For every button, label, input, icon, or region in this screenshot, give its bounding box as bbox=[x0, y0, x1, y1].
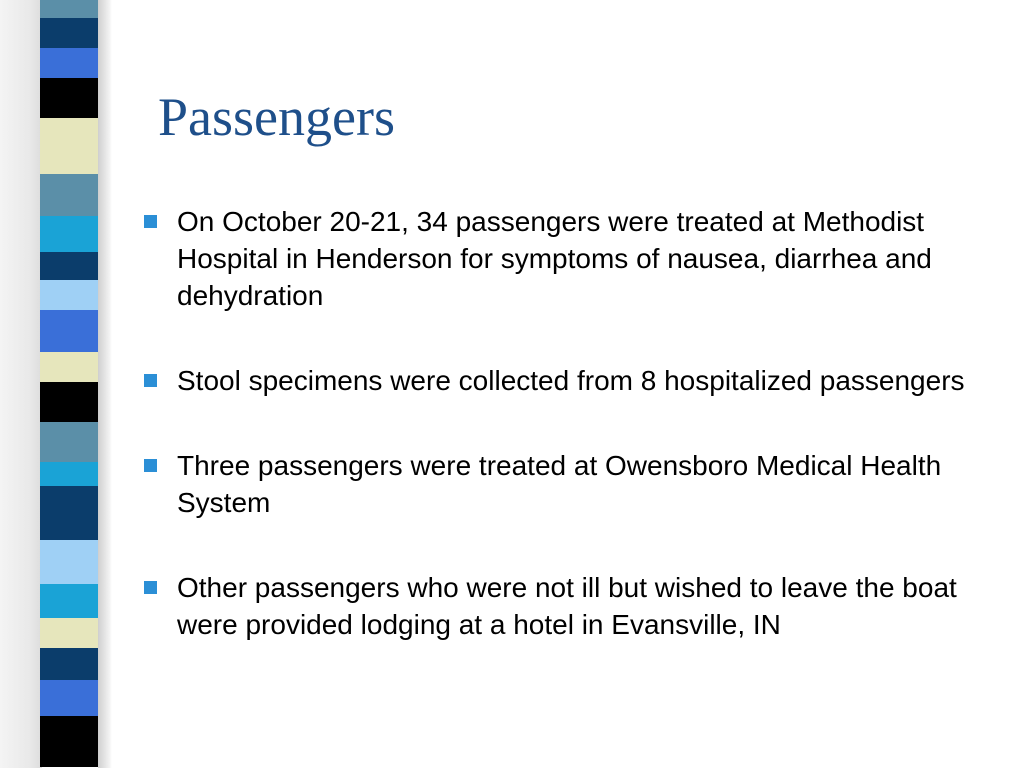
stripe-segment bbox=[40, 280, 98, 310]
bullet-text: On October 20-21, 34 passengers were treated at Methodist Hospital in Henderson for symptoms of nausea, diarrhea and dehydration bbox=[177, 206, 932, 311]
bullet-item bbox=[140, 362, 980, 399]
stripe-drop-shadow bbox=[98, 0, 112, 768]
stripe-segment bbox=[40, 540, 98, 584]
stripe-segment bbox=[40, 716, 98, 767]
stripe-segment bbox=[40, 382, 98, 422]
slide-title: Passengers bbox=[158, 87, 395, 147]
stripe-segment bbox=[40, 174, 98, 216]
stripe-segment bbox=[40, 18, 98, 48]
stripe-segment bbox=[40, 512, 98, 540]
stripe-segment bbox=[40, 422, 98, 462]
square-bullet-icon bbox=[144, 374, 157, 387]
bullet-list bbox=[140, 203, 980, 691]
stripe-segment bbox=[40, 78, 98, 118]
bullet-item bbox=[140, 569, 980, 643]
decorative-stripe-bar bbox=[40, 0, 98, 768]
bullet-text: Stool specimens were collected from 8 hospitalized passengers bbox=[177, 365, 965, 396]
stripe-segment bbox=[40, 118, 98, 142]
stripe-segment bbox=[40, 142, 98, 174]
stripe-segment bbox=[40, 462, 98, 486]
square-bullet-icon bbox=[144, 459, 157, 472]
stripe-segment bbox=[40, 618, 98, 648]
stripe-segment bbox=[40, 680, 98, 716]
stripe-segment bbox=[40, 252, 98, 280]
bullet-item bbox=[140, 203, 980, 314]
stripe-segment bbox=[40, 352, 98, 382]
bullet-text: Three passengers were treated at Owensboro Medical Health System bbox=[177, 450, 942, 518]
bullet-item bbox=[140, 447, 980, 521]
stripe-segment bbox=[40, 0, 98, 18]
square-bullet-icon bbox=[144, 215, 157, 228]
left-margin-shadow bbox=[0, 0, 42, 768]
stripe-segment bbox=[40, 310, 98, 352]
square-bullet-icon bbox=[144, 581, 157, 594]
stripe-segment bbox=[40, 48, 98, 78]
stripe-segment bbox=[40, 216, 98, 252]
stripe-segment bbox=[40, 486, 98, 512]
stripe-segment bbox=[40, 648, 98, 680]
bullet-text: Other passengers who were not ill but wished to leave the boat were provided lodging at a hotel in Evansville, IN bbox=[177, 572, 957, 640]
stripe-segment bbox=[40, 584, 98, 618]
